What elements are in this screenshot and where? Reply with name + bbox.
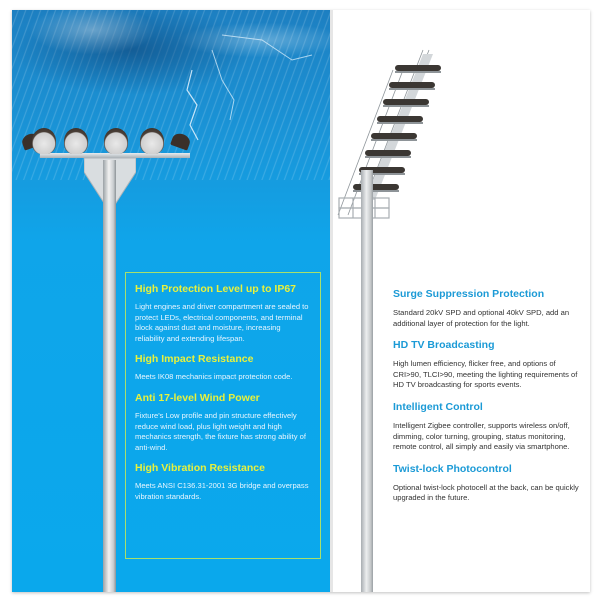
feature-body: High lumen efficiency, flicker free, and options of CRI>90, TLCI>90, meeting the lighting requirements of HD TV broadcasting for sports events.	[393, 359, 578, 390]
floodlight-icon	[64, 128, 88, 154]
feature-title: Anti 17-level Wind Power	[135, 391, 260, 404]
feature-title: HD TV Broadcasting	[393, 339, 495, 352]
feature-body: Standard 20kV SPD and optional 40kV SPD, add an additional layer of protection for the light.	[393, 308, 570, 328]
right-pole	[361, 170, 373, 592]
feature-body: Meets ANSI C136.31-2001 3G bridge and overpass vibration standards.	[135, 481, 309, 501]
feature-body: Fixture's Low profile and pin structure effectively reduce wind load, plus light weight and high mechanics strength, the fixture has strong ability of anti-wind.	[135, 410, 306, 452]
product-feature-card	[12, 10, 590, 592]
stadium-light-rack-image	[333, 10, 453, 250]
protection-features-box	[125, 272, 321, 559]
feature-title: High Impact Resistance	[135, 353, 254, 366]
feature-body: Intelligent Zigbee controller, supports wireless on/off, dimming, color turning, grouping, status monitoring, remote control, all simply and easily via smartphone.	[393, 420, 570, 452]
feature-title: Twist-lock Photocontrol	[393, 462, 512, 475]
feature-title: High Vibration Resistance	[135, 462, 265, 475]
feature-title: Surge Suppression Protection	[393, 288, 545, 300]
floodlight-icon	[104, 128, 128, 154]
feature-title: Intelligent Control	[393, 400, 483, 413]
left-pole	[103, 160, 116, 592]
feature-body: Light engines and driver compartment are sealed to protect LEDs, electrical components, and terminal block against dust and moisture, increasing reliability and extending lifespan.	[135, 302, 309, 343]
floodlight-icon	[140, 128, 164, 154]
control-features-list	[393, 288, 583, 514]
right-panel	[333, 10, 590, 592]
left-panel-storm	[12, 10, 330, 592]
floodlight-icon	[32, 128, 56, 154]
feature-body: Optional twist-lock photocell at the back, can be quickly upgraded in the future.	[393, 482, 579, 503]
feature-title: High Protection Level up to IP67	[135, 283, 297, 295]
feature-body: Meets IK08 mechanics impact protection code.	[135, 372, 293, 382]
